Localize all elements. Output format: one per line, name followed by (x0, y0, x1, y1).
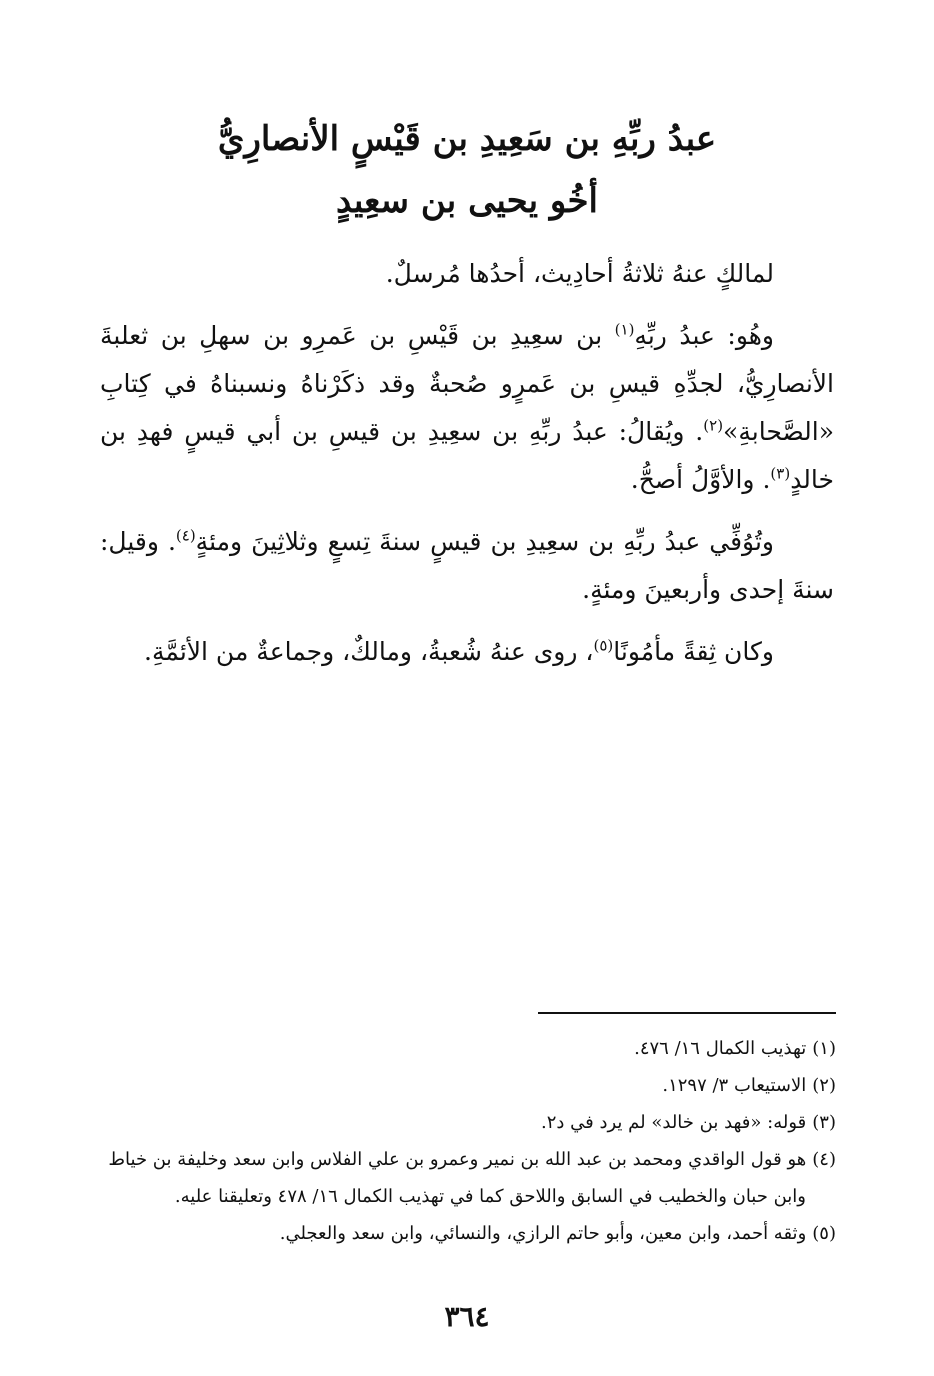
title-line-1: عبدُ ربِّهِ بن سَعِيدِ بن قَيْسٍ الأنصارِيُّ (217, 119, 717, 159)
paragraph-2-part-c: . ويُقالُ: عبدُ ربِّهِ بن سعِيدِ بن قيسِ بن أبي قيسٍ فهدِ بن خالدٍ (100, 417, 834, 494)
page-number: ٣٦٤ (444, 1300, 490, 1333)
paragraph-2 (100, 312, 834, 504)
footnote-text: قوله: «فهد بن خالد» لم يرد في د٢. (541, 1112, 807, 1133)
paragraph-4 (100, 628, 834, 676)
footnote-3 (100, 1104, 836, 1141)
footnote-ref-5: (٥) (593, 636, 614, 655)
footnote-2 (100, 1067, 836, 1104)
paragraph-3 (100, 518, 834, 614)
paragraph-1: لمالكٍ عنهُ ثلاثةُ أحادِيث، أحدُها مُرسلٌ. (385, 259, 774, 288)
main-text (100, 250, 834, 690)
paragraph-4-part-a: وكان ثِقةً مأمُونًا (613, 637, 774, 666)
footnote-text: الاستيعاب ٣/ ١٢٩٧. (662, 1075, 807, 1096)
footnote-text: وثقه أحمد، وابن معين، وأبو حاتم الرازي، والنسائي، وابن سعد والعجلي. (279, 1223, 807, 1244)
footnote-text: تهذيب الكمال ١٦/ ٤٧٦. (634, 1038, 807, 1059)
paragraph-3-part-b: . وقيل: سنةَ إحدى وأربعينَ ومئةٍ. (100, 527, 834, 604)
footnote-4 (100, 1141, 836, 1178)
footnotes (100, 1030, 836, 1252)
footnote-number: (٥) (812, 1223, 836, 1244)
paragraph-3-part-a: وتُوُفِّي عبدُ ربِّهِ بن سعِيدِ بن قيسٍ سنةَ تِسعٍ وثلاثِينَ ومئةٍ (195, 527, 774, 556)
footnote-ref-3: (٣) (770, 464, 791, 483)
footnote-5 (100, 1215, 836, 1252)
footnote-number: (١) (812, 1038, 836, 1059)
footnote-number: (٢) (812, 1075, 836, 1096)
paragraph-2-part-a: وهُو: عبدُ ربِّهِ (634, 321, 774, 350)
footnote-1 (100, 1030, 836, 1067)
footnote-ref-2: (٢) (703, 416, 724, 435)
footnote-ref-4: (٤) (175, 526, 196, 545)
paragraph-2-part-b: بن سعِيدِ بن قَيْسِ بن عَمرِو بن سهلِ بن ثعلبةَ الأنصارِيُّ، لجدِّهِ قيسِ بن عَمرٍو صُحبةٌ وقد ذكَرْناهُ ونسبناهُ في كِتابِ «الصَّحابةِ» (100, 321, 834, 446)
entry-title (100, 108, 834, 232)
title-line-2: أخُو يحيى بن سعِيدٍ (336, 181, 598, 221)
paragraph-4-part-b: ، روى عنهُ شُعبةُ، ومالكٌ، وجماعةٌ من الأئمَّةِ. (144, 637, 594, 666)
footnote-4-continuation: وابن حبان والخطيب في السابق واللاحق كما في تهذيب الكمال ١٦/ ٤٧٨ وتعليقنا عليه. (174, 1186, 806, 1207)
footnote-ref-1: (١) (614, 320, 635, 339)
footnote-text: هو قول الواقدي ومحمد بن عبد الله بن نمير وعمرو بن علي الفلاس وابن سعد وخليفة بن خياط (108, 1149, 807, 1170)
footnote-separator (538, 1012, 836, 1014)
footnote-number: (٤) (812, 1149, 836, 1170)
footnote-number: (٣) (812, 1112, 836, 1133)
paragraph-2-part-d: . والأوَّلُ أصحُّ. (630, 465, 771, 494)
